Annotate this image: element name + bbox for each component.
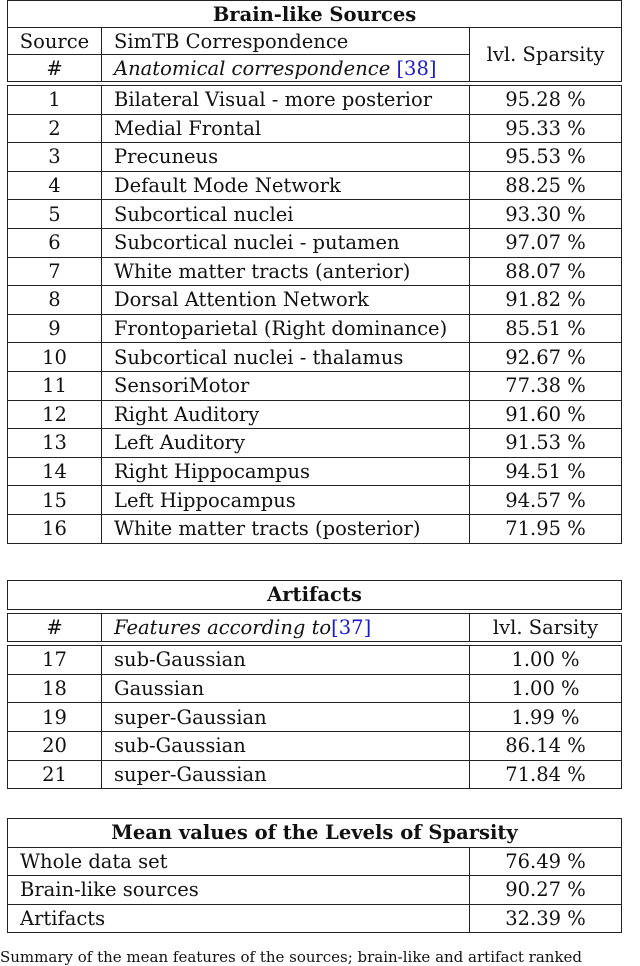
row-id: 4 bbox=[8, 171, 102, 200]
hash-header: # bbox=[8, 55, 102, 82]
row-id: 6 bbox=[8, 228, 102, 257]
row-value: 93.30 % bbox=[470, 200, 622, 229]
table-row bbox=[8, 314, 622, 343]
row-name: Dorsal Attention Network bbox=[102, 286, 470, 315]
table-row bbox=[8, 200, 622, 229]
row-value: 97.07 % bbox=[470, 228, 622, 257]
row-name: sub-Gaussian bbox=[102, 731, 470, 760]
row-id: 20 bbox=[8, 731, 102, 760]
table-row bbox=[8, 514, 622, 543]
table-row bbox=[8, 286, 622, 315]
table-row bbox=[8, 646, 622, 675]
source-header: Source bbox=[8, 28, 102, 55]
artifacts-table-title: Artifacts bbox=[8, 581, 622, 610]
table-row bbox=[8, 876, 622, 905]
row-id: 16 bbox=[8, 514, 102, 543]
row-value: 32.39 % bbox=[470, 904, 622, 933]
row-id: 7 bbox=[8, 257, 102, 286]
row-value: 71.95 % bbox=[470, 514, 622, 543]
row-id: 10 bbox=[8, 343, 102, 372]
anatomical-ref-link[interactable]: [38] bbox=[396, 56, 437, 80]
table-row bbox=[8, 674, 622, 703]
row-id: 8 bbox=[8, 286, 102, 315]
brain-like-sources-table bbox=[7, 0, 622, 544]
row-name: Whole data set bbox=[8, 847, 470, 876]
row-value: 1.00 % bbox=[470, 646, 622, 675]
simtb-header: SimTB Correspondence bbox=[102, 28, 470, 55]
table-row bbox=[8, 171, 622, 200]
row-value: 76.49 % bbox=[470, 847, 622, 876]
anatomical-header bbox=[102, 55, 470, 82]
row-name: Artifacts bbox=[8, 904, 470, 933]
row-value: 1.00 % bbox=[470, 674, 622, 703]
row-value: 91.82 % bbox=[470, 286, 622, 315]
table-row bbox=[8, 400, 622, 429]
features-ref-link[interactable]: [37] bbox=[331, 615, 372, 639]
anatomical-label: Anatomical correspondence bbox=[114, 56, 397, 80]
row-value: 94.57 % bbox=[470, 486, 622, 515]
table-row bbox=[8, 760, 622, 789]
table-row bbox=[8, 371, 622, 400]
row-name: Frontoparietal (Right dominance) bbox=[102, 314, 470, 343]
table-row bbox=[8, 343, 622, 372]
features-header bbox=[102, 613, 470, 642]
row-value: 92.67 % bbox=[470, 343, 622, 372]
table-row bbox=[8, 429, 622, 458]
mean-rows bbox=[8, 847, 622, 933]
table-row bbox=[8, 731, 622, 760]
row-name: Right Hippocampus bbox=[102, 457, 470, 486]
row-name: White matter tracts (anterior) bbox=[102, 257, 470, 286]
row-name: SensoriMotor bbox=[102, 371, 470, 400]
row-name: White matter tracts (posterior) bbox=[102, 514, 470, 543]
row-value: 71.84 % bbox=[470, 760, 622, 789]
artifact-sparsity-header: lvl. Sarsity bbox=[470, 613, 622, 642]
row-value: 77.38 % bbox=[470, 371, 622, 400]
row-id: 19 bbox=[8, 703, 102, 732]
row-name: Left Hippocampus bbox=[102, 486, 470, 515]
sparsity-header: lvl. Sparsity bbox=[470, 28, 622, 82]
row-value: 91.60 % bbox=[470, 400, 622, 429]
row-id: 15 bbox=[8, 486, 102, 515]
brain-rows bbox=[8, 86, 622, 544]
table-caption: Summary of the mean features of the sources; brain-like and artifact ranked bbox=[0, 948, 583, 966]
artifact-hash-header: # bbox=[8, 613, 102, 642]
row-value: 88.07 % bbox=[470, 257, 622, 286]
row-id: 9 bbox=[8, 314, 102, 343]
row-id: 17 bbox=[8, 646, 102, 675]
row-value: 95.53 % bbox=[470, 143, 622, 172]
row-name: Subcortical nuclei - putamen bbox=[102, 228, 470, 257]
row-id: 14 bbox=[8, 457, 102, 486]
mean-values-table bbox=[7, 818, 622, 933]
row-id: 11 bbox=[8, 371, 102, 400]
row-name: Precuneus bbox=[102, 143, 470, 172]
row-id: 5 bbox=[8, 200, 102, 229]
row-name: Brain-like sources bbox=[8, 876, 470, 905]
row-name: super-Gaussian bbox=[102, 760, 470, 789]
artifacts-table bbox=[7, 580, 622, 789]
row-name: Default Mode Network bbox=[102, 171, 470, 200]
features-label: Features according to bbox=[114, 615, 332, 639]
table-row bbox=[8, 228, 622, 257]
table-row bbox=[8, 457, 622, 486]
table-row bbox=[8, 86, 622, 115]
row-name: sub-Gaussian bbox=[102, 646, 470, 675]
row-value: 1.99 % bbox=[470, 703, 622, 732]
row-value: 88.25 % bbox=[470, 171, 622, 200]
row-value: 86.14 % bbox=[470, 731, 622, 760]
table-row bbox=[8, 257, 622, 286]
table-row bbox=[8, 703, 622, 732]
row-value: 95.28 % bbox=[470, 86, 622, 115]
table-row bbox=[8, 143, 622, 172]
row-name: Medial Frontal bbox=[102, 114, 470, 143]
row-name: Gaussian bbox=[102, 674, 470, 703]
row-name: Bilateral Visual - more posterior bbox=[102, 86, 470, 115]
table-row bbox=[8, 486, 622, 515]
row-value: 85.51 % bbox=[470, 314, 622, 343]
row-value: 91.53 % bbox=[470, 429, 622, 458]
row-value: 94.51 % bbox=[470, 457, 622, 486]
row-id: 2 bbox=[8, 114, 102, 143]
table-row bbox=[8, 847, 622, 876]
row-name: super-Gaussian bbox=[102, 703, 470, 732]
brain-table-title: Brain-like Sources bbox=[8, 1, 622, 28]
table-row bbox=[8, 114, 622, 143]
row-name: Subcortical nuclei - thalamus bbox=[102, 343, 470, 372]
artifact-rows bbox=[8, 646, 622, 789]
row-id: 21 bbox=[8, 760, 102, 789]
row-value: 95.33 % bbox=[470, 114, 622, 143]
row-id: 13 bbox=[8, 429, 102, 458]
mean-table-title: Mean values of the Levels of Sparsity bbox=[8, 819, 622, 848]
row-id: 3 bbox=[8, 143, 102, 172]
row-id: 12 bbox=[8, 400, 102, 429]
row-value: 90.27 % bbox=[470, 876, 622, 905]
row-name: Right Auditory bbox=[102, 400, 470, 429]
table-row bbox=[8, 904, 622, 933]
row-id: 1 bbox=[8, 86, 102, 115]
row-id: 18 bbox=[8, 674, 102, 703]
row-name: Subcortical nuclei bbox=[102, 200, 470, 229]
row-name: Left Auditory bbox=[102, 429, 470, 458]
